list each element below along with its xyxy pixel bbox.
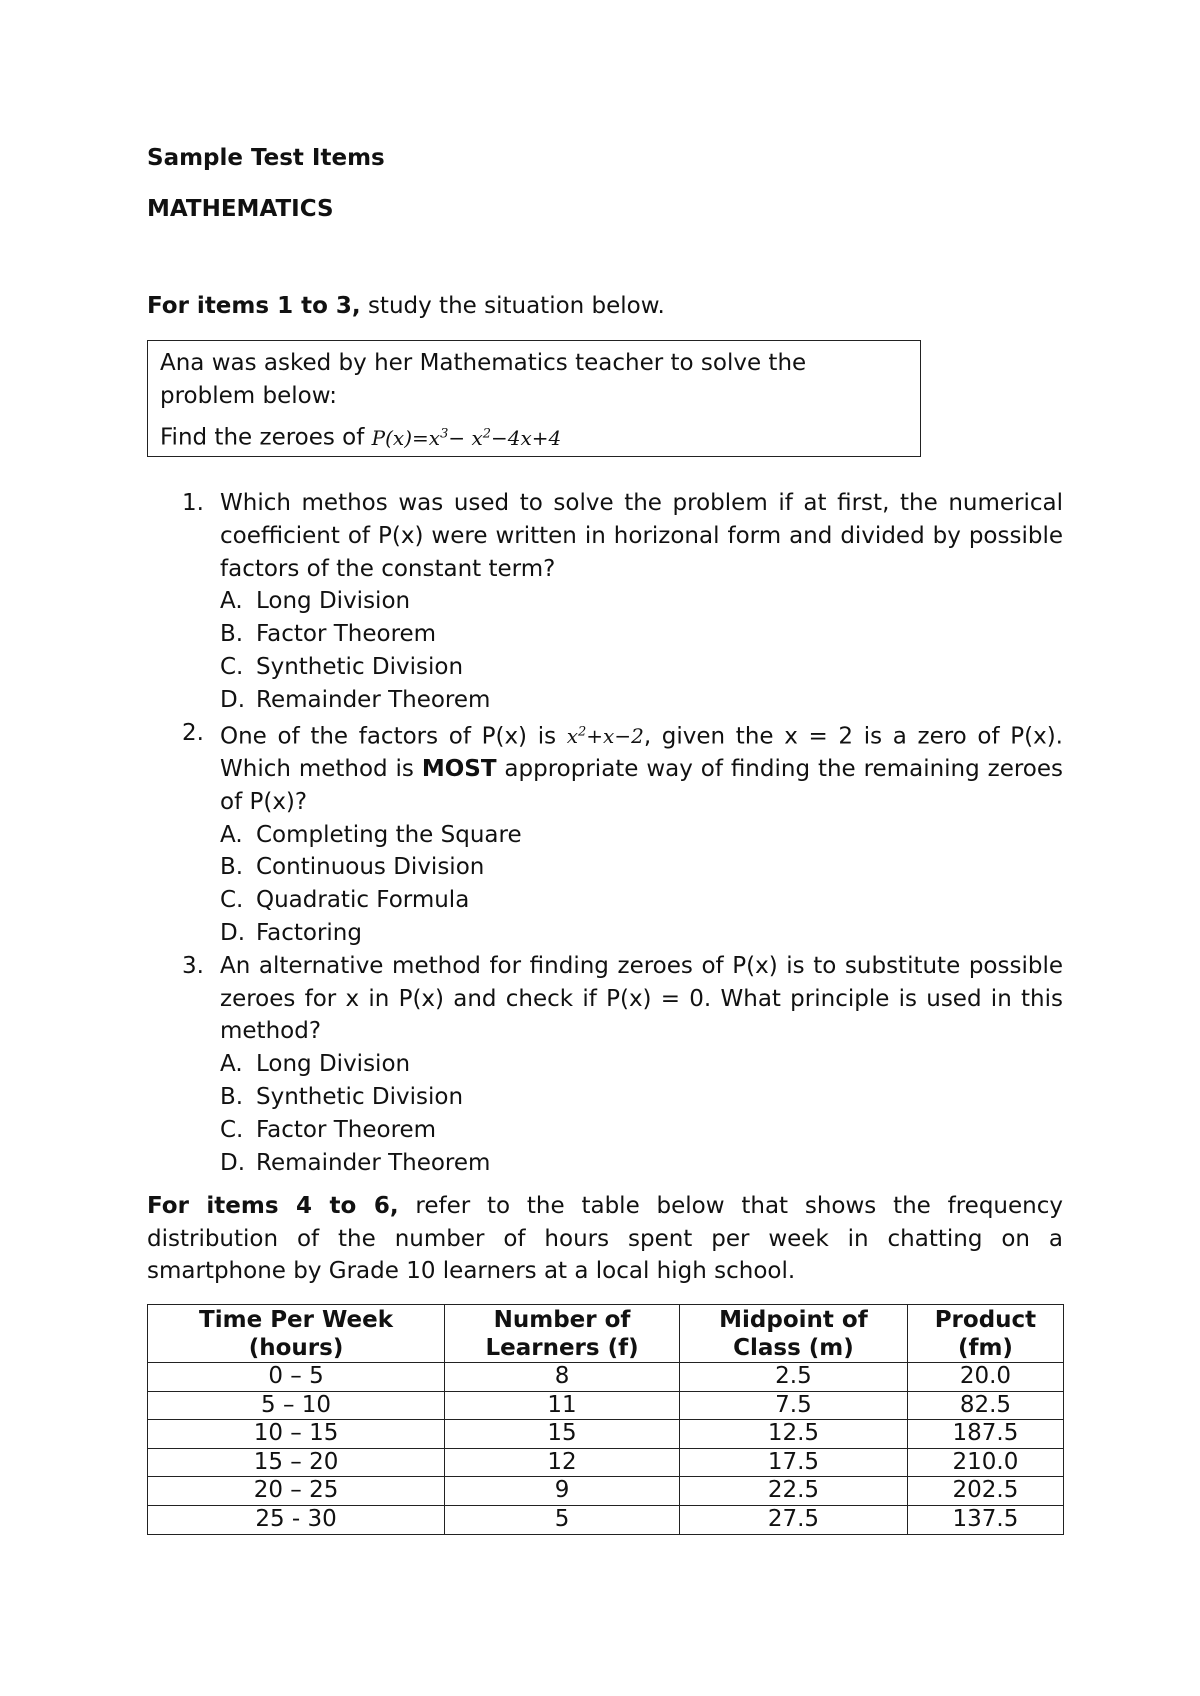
table-cell: 7.5: [679, 1391, 907, 1420]
option-letter: D.: [220, 686, 246, 713]
header-line: (fm): [957, 1335, 1013, 1361]
header-number-of-learners: [445, 1305, 680, 1363]
question-number: 1.: [182, 490, 204, 516]
option-a: [220, 585, 1063, 618]
table-cell: 25 - 30: [148, 1505, 445, 1534]
equals-sign: =: [412, 425, 429, 450]
option-text: Factoring: [256, 920, 362, 947]
table-cell: 2.5: [679, 1363, 907, 1392]
table-row: [148, 1420, 1064, 1449]
option-c: [220, 884, 1063, 917]
option-letter: D.: [220, 1149, 246, 1176]
question-3: [147, 950, 1063, 1180]
option-text: Synthetic Division: [256, 653, 464, 680]
table-cell: 20.0: [907, 1363, 1063, 1392]
option-text: Synthetic Division: [256, 1084, 464, 1110]
table-row: [148, 1477, 1064, 1506]
option-text: Factor Theorem: [256, 1116, 437, 1143]
table-cell: 15 – 20: [148, 1448, 445, 1477]
option-text: Factor Theorem: [256, 621, 437, 648]
option-text: Remainder Theorem: [256, 1149, 491, 1176]
option-letter: A.: [220, 821, 243, 848]
table-cell: 137.5: [907, 1505, 1063, 1534]
table-cell: 8: [445, 1363, 680, 1392]
header-time-per-week: [148, 1305, 445, 1363]
table-header-row: [148, 1305, 1064, 1363]
frequency-table: [147, 1304, 1064, 1535]
exponent-a: 3: [440, 426, 449, 441]
term-a: x: [428, 425, 441, 450]
option-letter: D.: [220, 920, 246, 947]
table-row: [148, 1505, 1064, 1534]
table-row: [148, 1448, 1064, 1477]
items-4-6-instruction: [147, 1190, 1063, 1288]
header-midpoint: [679, 1305, 907, 1363]
question-number: 2.: [182, 719, 204, 746]
question-2: [147, 717, 1063, 950]
table-cell: 27.5: [679, 1505, 907, 1534]
option-letter: C.: [220, 1116, 244, 1143]
situation-problem: [160, 417, 908, 455]
option-d: [220, 1147, 1063, 1180]
option-letter: B.: [220, 854, 244, 881]
option-text: Completing the Square: [256, 821, 522, 848]
option-b: [220, 1081, 1063, 1114]
instruction-text: study the situation below.: [360, 293, 665, 319]
option-text: Remainder Theorem: [256, 686, 491, 713]
option-text: Long Division: [256, 588, 411, 615]
factor-rest: +x−2: [586, 724, 644, 749]
option-letter: A.: [220, 588, 243, 615]
table-cell: 202.5: [907, 1477, 1063, 1506]
table-cell: 22.5: [679, 1477, 907, 1506]
question-list: [147, 487, 1063, 1179]
table-cell: 9: [445, 1477, 680, 1506]
option-c: [220, 1114, 1063, 1147]
situation-box: [147, 340, 921, 457]
option-letter: C.: [220, 653, 244, 680]
question-1: [147, 487, 1063, 717]
question-text-part: appropriate way of finding the remaining zeroes of P(x)?: [220, 756, 1063, 815]
term-b: − x: [448, 425, 483, 450]
document-title: Sample Test Items: [147, 145, 385, 171]
option-text: Quadratic Formula: [256, 887, 470, 914]
instruction-bold: For items 4 to 6,: [147, 1193, 399, 1219]
table-cell: 5: [445, 1505, 680, 1534]
header-line: Product: [934, 1307, 1037, 1333]
question-text-part: One of the factors of P(x) is: [220, 723, 567, 750]
table-row: [148, 1363, 1064, 1392]
question-text-part: , given the x = 2 is a zero of P(x). Which method is: [220, 723, 1063, 783]
header-line: Midpoint of: [719, 1307, 868, 1333]
term-c: −4x+4: [491, 425, 562, 450]
table-cell: 11: [445, 1391, 680, 1420]
option-b: [220, 618, 1063, 651]
table-cell: 187.5: [907, 1420, 1063, 1449]
option-letter: B.: [220, 1084, 244, 1110]
function-name: P(x): [371, 425, 413, 450]
question-number: 3.: [182, 952, 204, 979]
items-1-3-instruction: [147, 293, 665, 319]
header-line: (hours): [248, 1335, 344, 1361]
exponent-b: 2: [482, 426, 492, 441]
subject-heading: MATHEMATICS: [147, 196, 334, 222]
instruction-bold: For items 1 to 3,: [147, 293, 361, 319]
table-cell: 17.5: [679, 1448, 907, 1477]
option-a: [220, 819, 1063, 852]
option-letter: B.: [220, 621, 244, 648]
situation-text: Ana was asked by her Mathematics teacher to solve the problem below:: [160, 350, 807, 409]
factor-expression: [567, 724, 644, 748]
question-text: Which methos was used to solve the problem if at first, the numerical coefficient of P(x) were written in horizonal form and divided by possible factors of the constant term?: [220, 490, 1063, 582]
option-letter: A.: [220, 1051, 243, 1078]
header-line: Time Per Week: [199, 1307, 394, 1333]
table-cell: 210.0: [907, 1448, 1063, 1477]
instruction-text: refer to the table below that shows the frequency distribution of the number of hours spent per week in chatting on a smartphone by Grade 10 learners at a local high school.: [147, 1193, 1063, 1284]
option-text: Continuous Division: [256, 854, 485, 881]
header-line: Class (m): [733, 1335, 854, 1361]
option-d: [220, 917, 1063, 950]
table-cell: 5 – 10: [148, 1391, 445, 1420]
option-c: [220, 651, 1063, 684]
table-cell: 0 – 5: [148, 1363, 445, 1392]
option-d: [220, 684, 1063, 717]
polynomial-expression: [372, 426, 562, 450]
table-cell: 12: [445, 1448, 680, 1477]
option-letter: C.: [220, 887, 244, 914]
table-cell: 15: [445, 1420, 680, 1449]
header-product: [907, 1305, 1063, 1363]
option-text: Long Division: [256, 1051, 411, 1078]
table-cell: 10 – 15: [148, 1420, 445, 1449]
question-text: An alternative method for finding zeroes of P(x) is to substitute possible zeroes for x in P(x) and check if P(x) = 0. What principle is used in this method?: [220, 952, 1063, 1045]
header-line: Number of: [493, 1307, 631, 1333]
factor-exponent: 2: [578, 724, 587, 740]
table-cell: 12.5: [679, 1420, 907, 1449]
factor-term: x: [566, 724, 579, 749]
problem-prefix: Find the zeroes of: [160, 424, 372, 451]
header-line: Learners (f): [485, 1335, 639, 1361]
table-cell: 20 – 25: [148, 1477, 445, 1506]
option-b: [220, 851, 1063, 884]
option-a: [220, 1048, 1063, 1081]
table-row: [148, 1391, 1064, 1420]
question-text: [220, 717, 1063, 819]
emphasis-word: MOST: [421, 756, 497, 783]
table-cell: 82.5: [907, 1391, 1063, 1420]
